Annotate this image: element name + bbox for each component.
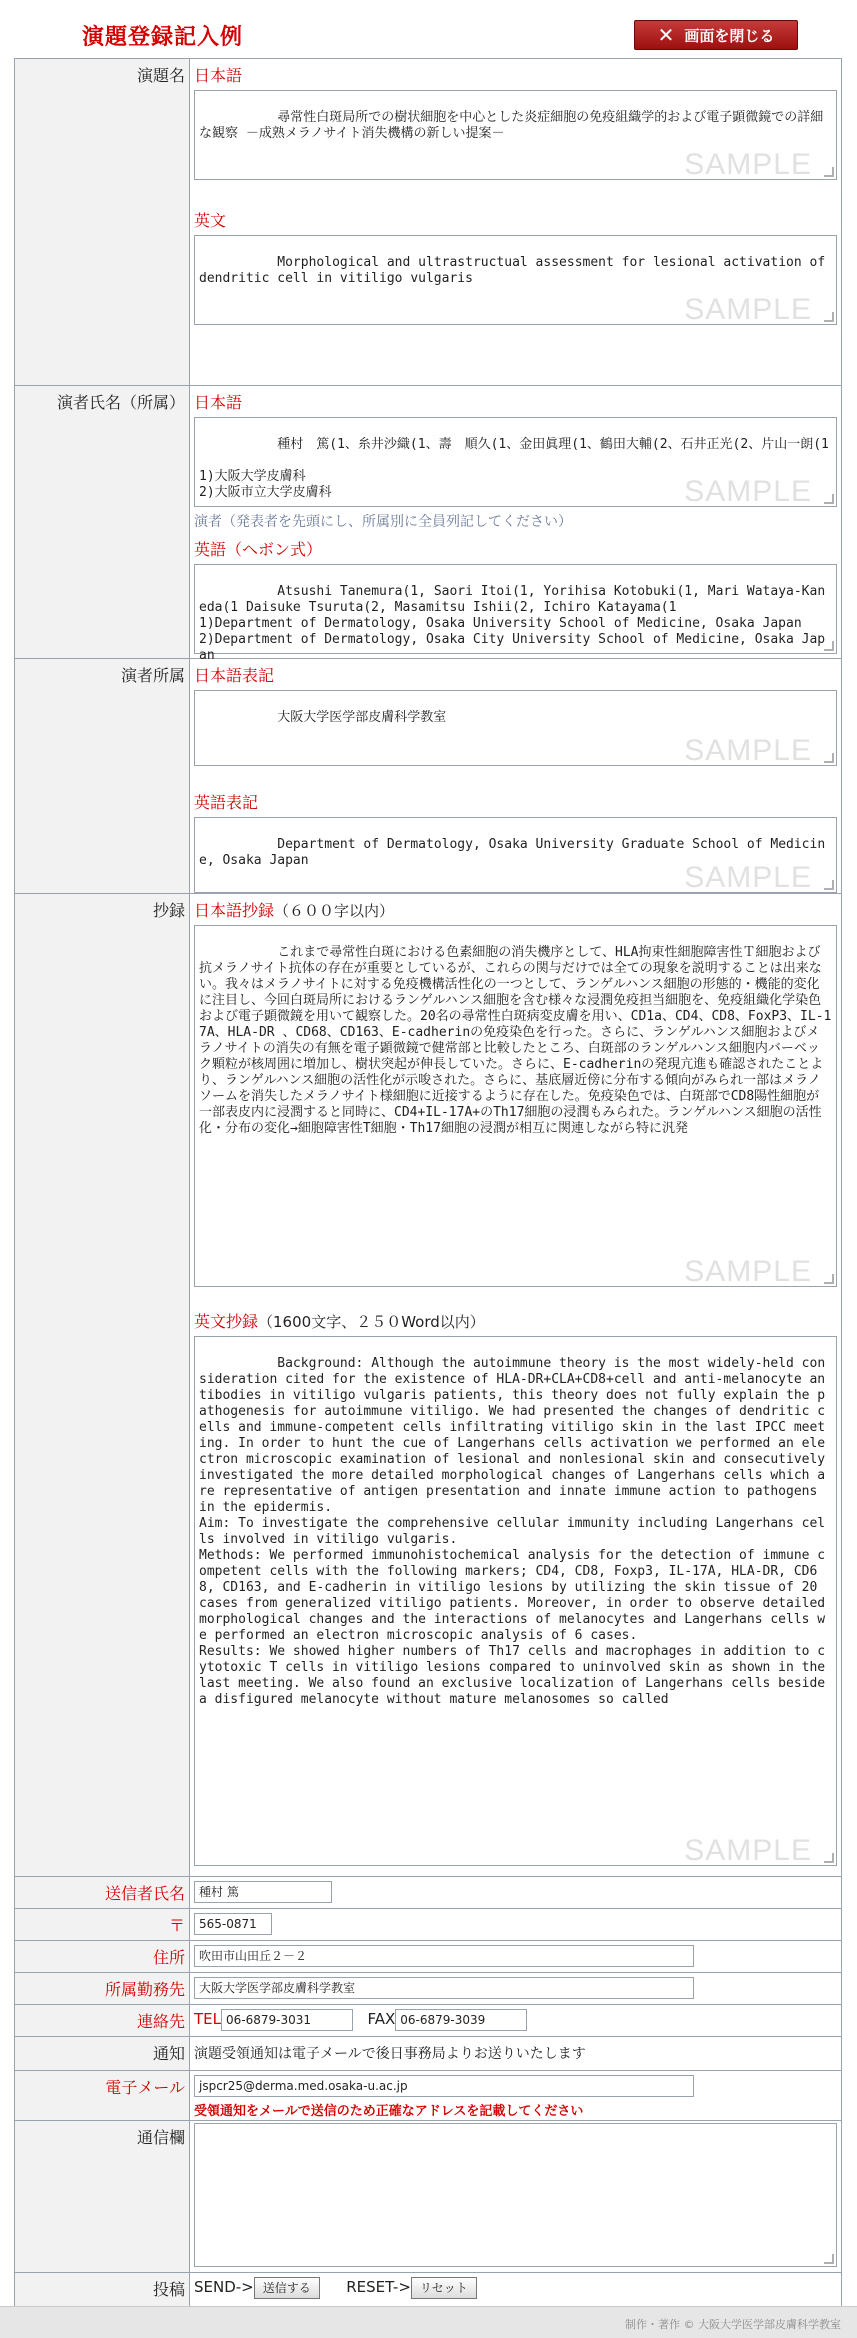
tel-input[interactable]: 06-6879-3031 [221, 2009, 353, 2031]
email-input[interactable]: jspcr25@derma.med.osaka-u.ac.jp [194, 2075, 694, 2097]
row-submit [15, 2273, 841, 2307]
row-abstract [15, 894, 841, 1877]
row-label-title: 演題名 [15, 59, 190, 385]
affiliation-en-text: Department of Dermatology, Osaka University Graduate School of Medicine, Osaka Japan [199, 837, 826, 868]
title-ja-textarea[interactable] [194, 90, 837, 180]
sender-name-input[interactable]: 種村 篤 [194, 1881, 332, 1903]
abstract-en-heading [194, 1309, 837, 1332]
header [0, 0, 857, 58]
affiliation-ja-textarea[interactable] [194, 690, 837, 766]
resize-grip-icon[interactable] [824, 167, 834, 177]
row-label-email: 電子メール [15, 2071, 190, 2120]
authors-en-textarea[interactable] [194, 564, 837, 663]
postal-code-input[interactable]: 565-0871 [194, 1913, 272, 1935]
title-ja-text: 尋常性白斑局所での樹状細胞を中心とした炎症細胞の免疫組織学的および電子顕微鏡での詳細な観察 －成熟メラノサイト消失機構の新しい提案－ [199, 110, 824, 141]
tel-label: TEL [194, 2010, 221, 2028]
resize-grip-icon[interactable] [824, 494, 834, 504]
resize-grip-icon[interactable] [824, 753, 834, 763]
authors-ja-textarea[interactable] [194, 417, 837, 507]
reset-prefix: RESET-> [346, 2278, 411, 2296]
title-en-textarea[interactable] [194, 235, 837, 325]
row-label-postal: 〒 [15, 1909, 190, 1940]
row-label-notice: 通知 [15, 2037, 190, 2070]
title-en-label: 英文 [194, 211, 227, 230]
abstract-ja-label: 日本語抄録 [194, 901, 275, 920]
close-window-button[interactable] [634, 20, 798, 50]
notice-text: 演題受領通知は電子メールで後日事務局よりお送りいたします [194, 2046, 586, 2062]
sample-watermark: SAMPLE [684, 861, 812, 894]
abstract-ja-textarea[interactable] [194, 925, 837, 1287]
row-sender [15, 1877, 841, 1909]
send-button[interactable]: 送信する [254, 2277, 320, 2299]
row-label-authors: 演者氏名（所属） [15, 386, 190, 658]
title-ja-label: 日本語 [194, 66, 243, 85]
reset-button[interactable]: リセット [411, 2277, 477, 2299]
sample-watermark: SAMPLE [684, 293, 812, 326]
affiliation-en-textarea[interactable] [194, 817, 837, 893]
fax-label: FAX [367, 2010, 396, 2028]
authors-en-text: Atsushi Tanemura(1, Saori Itoi(1, Yorihisa Kotobuki(1, Mari Wataya-Kaneda(1 Daisuke Tsuruta(2, Masamitsu Ishii(2, Ichiro Katayama(1 1)Department of Dermatology, Osaka University School of Medicine, Osaka Japan 2)Department of Dermatology, Osaka City University School of Medicine, Osaka Japan [199, 584, 826, 663]
abstract-en-label: 英文抄録 [194, 1312, 259, 1331]
row-label-abstract: 抄録 [15, 894, 190, 1876]
row-title [15, 59, 841, 386]
page-title: 演題登録記入例 [82, 25, 244, 50]
sample-watermark: SAMPLE [684, 148, 812, 181]
resize-grip-icon[interactable] [824, 641, 834, 651]
close-icon: ✕ [657, 23, 675, 47]
workplace-input[interactable]: 大阪大学医学部皮膚科学教室 [194, 1977, 694, 1999]
authors-en-label: 英語（ヘボン式） [194, 540, 323, 559]
abstract-en-textarea[interactable] [194, 1336, 837, 1866]
resize-grip-icon[interactable] [824, 1274, 834, 1284]
row-label-workplace: 所属勤務先 [15, 1973, 190, 2004]
footer [0, 2306, 857, 2338]
affiliation-ja-label: 日本語表記 [194, 666, 275, 685]
submission-form [14, 58, 842, 2308]
sample-watermark: SAMPLE [684, 1255, 812, 1288]
abstract-ja-text: これまで尋常性白斑における色素細胞の消失機序として、HLA拘束性細胞障害性Ｔ細胞および抗メラノサイト抗体の存在が重要としているが、これらの関与だけでは全ての現象を説明することは出来ない。我々はメラノサイトに対する免疫機構活性化の一つとして、ランゲルハンス細胞の形態的・機能的変化に注目し、今回白斑局所におけるランゲルハンス細胞を含む様々な浸潤免疫担当細胞を、免疫組織化学染色および電子顕微鏡を用いて観察した。20名の尋常性白斑病変皮膚を用い、CD1a、CD4、CD8、FoxP3、IL-17A、HLA-DR 、CD68、CD163、E-cadherinの免疫染色を行った。さらに、ランゲルハンス細胞およびメラノサイトの消失の有無を電子顕微鏡で健常部と比較したところ、白斑部のランゲルハンス細胞内バーベック顆粒が核周囲に増加し、樹状突起が伸長していた。さらに、E-cadherinの発現亢進も確認されたことより、ランゲルハンス細胞の活性化が示唆された。さらに、基底層近傍に分布する傾向がみられ一部はメラノソームを消失したメラノサイト様細胞に近接するように存在した。免疫染色では、白斑部でCD8陽性細胞が一部表皮内に浸潤すると同時に、CD4+IL-17A+のTh17細胞の浸潤もみられた。ランゲルハンス細胞の活性化・分布の変化→細胞障害性T細胞・Th17細胞の浸潤が相互に関連しながら特に汎発 [199, 945, 832, 1136]
email-warning: 受領通知をメールで送信のため正確なアドレスを記載してください [194, 2104, 584, 2119]
row-authors [15, 386, 841, 663]
row-postal [15, 1909, 841, 1941]
resize-grip-icon[interactable] [824, 2254, 834, 2264]
row-label-affiliation: 演者所属 [15, 659, 190, 893]
sample-watermark: SAMPLE [684, 475, 812, 508]
address-input[interactable]: 吹田市山田丘２－２ [194, 1945, 694, 1967]
authors-hint: 演者（発表者を先頭にし、所属別に全員列記してください） [194, 514, 572, 530]
resize-grip-icon[interactable] [824, 312, 834, 322]
title-en-text: Morphological and ultrastructual assessment for lesional activation of dendritic cell in vitiligo vulgaris [199, 255, 833, 286]
row-email [15, 2071, 841, 2121]
row-label-message: 通信欄 [15, 2121, 190, 2272]
message-textarea[interactable] [194, 2123, 837, 2267]
resize-grip-icon[interactable] [824, 1853, 834, 1863]
row-affiliation [15, 659, 841, 894]
authors-ja-text: 種村 篤(1、糸井沙織(1、壽 順久(1、金田眞理(1、鶴田大輔(2、石井正光(2、片山一朗(1 1)大阪大学皮膚科 2)大阪市立大学皮膚科 [199, 437, 829, 500]
row-label-contact: 連絡先 [15, 2005, 190, 2036]
abstract-ja-note: （６００字以内） [274, 902, 395, 920]
sample-watermark: SAMPLE [684, 734, 812, 767]
close-button-label: 画面を閉じる [684, 26, 775, 45]
row-address [15, 1941, 841, 1973]
abstract-en-text: Background: Although the autoimmune theory is the most widely-held consideration cited for the existence of HLA-DR+CLA+CD8+cell and anti-melanocyte antibodies in vitiligo vulgaris patients, this theory does not fully explain the pathogenesis for autoimmune vitiligo. We had presented the changes of dendritic cells and immune-competent cells infiltrating vitiligo skin in the last IPCC meeting. In order to hunt the cue of Langerhans cells activation we performed an electron microscopic examination of lesional and nonlesional skin and consecutively investigated the more detailed morphological changes of Langerhans cells which are representative of antigen presentation and innate immune action to pathogens in the epidermis. Aim: To investigate the comprehensive cellular immunity including Langerhans cells involved in vitiligo vulgaris. Methods: We performed immunohistochemical analysis for the detection of immune competent cells with the following markers; CD4, CD8, Foxp3, IL-17A, HLA-DR, CD68, CD163, and E-cadherin in vitiligo lesions by utilizing the skin tissue of 20 cases from generalized vitiligo patients. Moreover, in order to observe detailed morphological changes and the interactions of melanocytes and Langerhans cells we performed an electron microscopic analysis of 6 cases. Results: We showed higher numbers of Th17 cells and macrophages in addition to cytotoxic T cells in vitiligo lesions compared to uninvolved skin as shown in the last meeting. We also found an exclusive localization of Langerhans cells beside a disfigured melanocyte without mature melanosomes so called [199, 1356, 826, 1707]
affiliation-ja-text: 大阪大学医学部皮膚科学教室 [277, 710, 447, 725]
row-label-address: 住所 [15, 1941, 190, 1972]
row-message [15, 2121, 841, 2273]
row-contact [15, 2005, 841, 2037]
footer-copyright: 制作・著作 © 大阪大学医学部皮膚科学教室 [625, 2318, 841, 2331]
resize-grip-icon[interactable] [824, 880, 834, 890]
abstract-en-note: （1600文字、２５０Word以内） [258, 1313, 485, 1331]
sample-watermark: SAMPLE [684, 1834, 812, 1867]
row-notice [15, 2037, 841, 2071]
abstract-ja-heading [194, 898, 837, 921]
row-workplace [15, 1973, 841, 2005]
send-prefix: SEND-> [194, 2278, 254, 2296]
fax-input[interactable]: 06-6879-3039 [395, 2009, 527, 2031]
row-label-submit: 投稿 [15, 2273, 190, 2307]
affiliation-en-label: 英語表記 [194, 793, 259, 812]
authors-ja-label: 日本語 [194, 393, 243, 412]
row-label-sender: 送信者氏名 [15, 1877, 190, 1908]
